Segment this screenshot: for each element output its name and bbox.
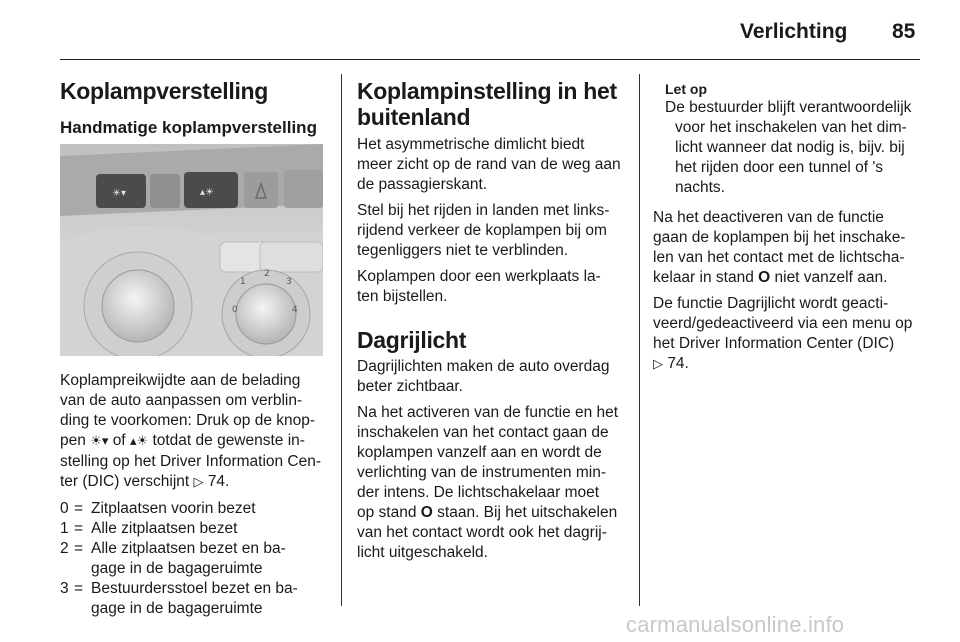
list-item: 1 = Alle zitplaatsen bezet (60, 520, 238, 537)
note-title: Let op (665, 81, 707, 97)
page-number: 85 (892, 20, 916, 43)
svg-text:4: 4 (292, 305, 298, 315)
paragraph: Stel bij het rijden in landen met links- rijdend verkeer de koplampen bij om tegenliggers niet te verblinden. (357, 202, 610, 259)
headlamp-down-icon: ☀▾ (90, 434, 109, 449)
paragraph: Dagrijlichten maken de auto overdag beter zichtbaar. (357, 358, 610, 395)
dashboard-controls-photo (60, 144, 323, 356)
section-title-buitenland: Koplampinstelling in het buitenland (357, 78, 617, 130)
paragraph: Koplampen door een werkplaats la- ten bijstellen. (357, 268, 601, 305)
column-2 (357, 78, 627, 569)
svg-text:☀▾: ☀▾ (112, 188, 126, 199)
light-switch-off-icon: O (420, 504, 433, 521)
dashboard-controls-illustration (60, 144, 323, 356)
column-divider-1 (341, 74, 342, 606)
page-header-title: Verlichting (740, 20, 848, 43)
header-rule (60, 59, 920, 60)
column-1 (60, 78, 325, 139)
headlamp-up-icon: ▴☀ (129, 434, 149, 449)
page-ref-arrow-icon: ▷ (193, 475, 204, 490)
paragraph: Na het activeren van de functie en het inschakelen van het contact gaan de koplampen vanzelf aan en wordt de verlichting van de instrumenten min- der intens. De lichtschakelaar moet op stand O staan. Bij het uitschakelen van het contact wordt ook het dagrij- licht uitgeschakeld. (357, 404, 619, 561)
note-text: De bestuurder blijft verantwoordelijk voor het inschakelen van het dim- licht wanneer dat nodig is, bijv. bij het rijden door een tunnel of 's nachts. (665, 99, 912, 196)
list-item: 0 = Zitplaatsen voorin bezet (60, 500, 256, 517)
paragraph: Na het deactiveren van de functie gaan de koplampen bij het inschake- len van het contact met de lichtscha- kelaar in stand O niet vanzelf aan. (653, 209, 906, 286)
svg-text:3: 3 (286, 277, 292, 287)
svg-text:2: 2 (264, 269, 270, 279)
section-title-koplampverstelling: Koplampverstelling (60, 78, 269, 104)
note-box (653, 80, 925, 198)
intro-paragraph: Koplampreikwijdte aan de belading van de auto aanpassen om verblin- ding te voorkomen: Druk op de knop- pen ☀▾ of ▴☀ totdat de gewenste in- stelling op het Driver Information Cen- ter (DIC) verschijnt ▷ 74. (60, 372, 322, 490)
load-level-list (60, 499, 325, 619)
column-3 (653, 80, 925, 381)
subsection-title-handmatig: Handmatige koplampverstelling (60, 118, 317, 137)
svg-text:▴☀: ▴☀ (200, 187, 214, 198)
column-divider-2 (639, 74, 640, 606)
section-title-dagrijlicht: Dagrijlicht (357, 327, 467, 353)
svg-text:0: 0 (232, 305, 238, 315)
column-1-body (60, 371, 325, 619)
paragraph: Het asymmetrische dimlicht biedt meer zicht op de rand van de weg aan de passagierskant. (357, 136, 621, 193)
svg-text:1: 1 (240, 277, 246, 287)
list-item: 3 = Bestuurdersstoel bezet en ba- gage in de bagageruimte (60, 580, 298, 617)
list-item: 2 = Alle zitplaatsen bezet en ba- gage in de bagageruimte (60, 540, 286, 577)
watermark: carmanualsonline.info (626, 612, 845, 637)
page-ref-arrow-icon: ▷ (653, 357, 663, 372)
light-switch-off-icon: O (758, 269, 771, 286)
paragraph: De functie Dagrijlicht wordt geacti- veerd/gedeactiveerd via een menu op het Driver Information Center (DIC) ▷ 74. (653, 295, 913, 372)
